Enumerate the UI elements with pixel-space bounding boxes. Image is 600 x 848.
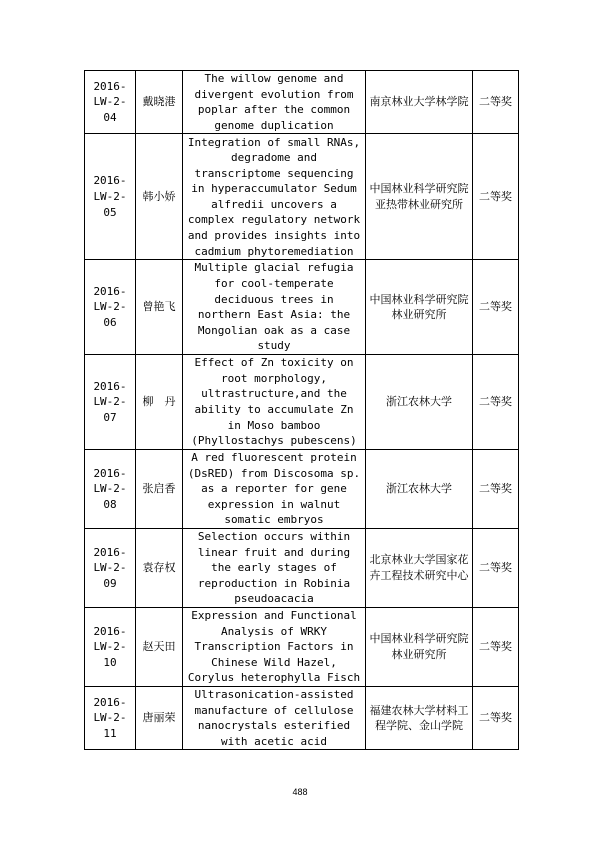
table-row — [85, 134, 519, 260]
award-id-cell: 2016-LW-2-10 — [85, 607, 136, 686]
institution-cell: 北京林业大学国家花卉工程技术研究中心 — [366, 528, 473, 607]
awards-table — [84, 70, 519, 750]
prize-level-cell: 二等奖 — [473, 528, 519, 607]
paper-title-cell: Effect of Zn toxicity on root morphology, ultrastructure,and the ability to accumulate Zn in Moso bamboo (Phyllostachys pubescens) — [183, 354, 366, 449]
paper-title-cell: The willow genome and divergent evolution from poplar after the common genome duplication — [183, 71, 366, 134]
paper-title-cell: Ultrasonication-assisted manufacture of cellulose nanocrystals esterified with acetic acid — [183, 686, 366, 749]
table-row — [85, 260, 519, 355]
prize-level-cell: 二等奖 — [473, 134, 519, 260]
prize-level-cell: 二等奖 — [473, 686, 519, 749]
author-name-cell: 唐丽荣 — [136, 686, 183, 749]
institution-cell: 中国林业科学研究院林业研究所 — [366, 607, 473, 686]
prize-level-cell: 二等奖 — [473, 607, 519, 686]
prize-level-cell: 二等奖 — [473, 71, 519, 134]
table-body — [85, 71, 519, 750]
paper-title-cell: A red fluorescent protein (DsRED) from Discosoma sp. as a reporter for gene expression in walnut somatic embryos — [183, 449, 366, 528]
award-id-cell: 2016-LW-2-04 — [85, 71, 136, 134]
author-name-cell: 韩小娇 — [136, 134, 183, 260]
table-row — [85, 607, 519, 686]
table-row — [85, 686, 519, 749]
paper-title-cell: Multiple glacial refugia for cool-temperate deciduous trees in northern East Asia: the Mongolian oak as a case study — [183, 260, 366, 355]
prize-level-cell: 二等奖 — [473, 449, 519, 528]
institution-cell: 南京林业大学林学院 — [366, 71, 473, 134]
paper-title-cell: Expression and Functional Analysis of WRKY Transcription Factors in Chinese Wild Hazel, Corylus heterophylla Fisch — [183, 607, 366, 686]
page-number: 488 — [292, 787, 308, 797]
table-row — [85, 528, 519, 607]
author-name-cell: 张启香 — [136, 449, 183, 528]
prize-level-cell: 二等奖 — [473, 354, 519, 449]
award-id-cell: 2016-LW-2-07 — [85, 354, 136, 449]
institution-cell: 浙江农林大学 — [366, 354, 473, 449]
award-id-cell: 2016-LW-2-06 — [85, 260, 136, 355]
table-row — [85, 71, 519, 134]
author-name-cell: 柳 丹 — [136, 354, 183, 449]
table-row — [85, 449, 519, 528]
author-name-cell: 赵天田 — [136, 607, 183, 686]
award-id-cell: 2016-LW-2-09 — [85, 528, 136, 607]
institution-cell: 中国林业科学研究院 亚热带林业研究所 — [366, 134, 473, 260]
award-id-cell: 2016-LW-2-11 — [85, 686, 136, 749]
paper-title-cell: Selection occurs within linear fruit and during the early stages of reproduction in Robinia pseudoacacia — [183, 528, 366, 607]
author-name-cell: 袁存权 — [136, 528, 183, 607]
table-row — [85, 354, 519, 449]
author-name-cell: 曾艳飞 — [136, 260, 183, 355]
institution-cell: 浙江农林大学 — [366, 449, 473, 528]
award-id-cell: 2016-LW-2-08 — [85, 449, 136, 528]
institution-cell: 中国林业科学研究院林业研究所 — [366, 260, 473, 355]
author-name-cell: 戴晓港 — [136, 71, 183, 134]
award-id-cell: 2016-LW-2-05 — [85, 134, 136, 260]
institution-cell: 福建农林大学材料工程学院、金山学院 — [366, 686, 473, 749]
prize-level-cell: 二等奖 — [473, 260, 519, 355]
paper-title-cell: Integration of small RNAs, degradome and transcriptome sequencing in hyperaccumulator Sedum alfredii uncovers a complex regulatory network and provides insights into cadmium phytoremediation — [183, 134, 366, 260]
